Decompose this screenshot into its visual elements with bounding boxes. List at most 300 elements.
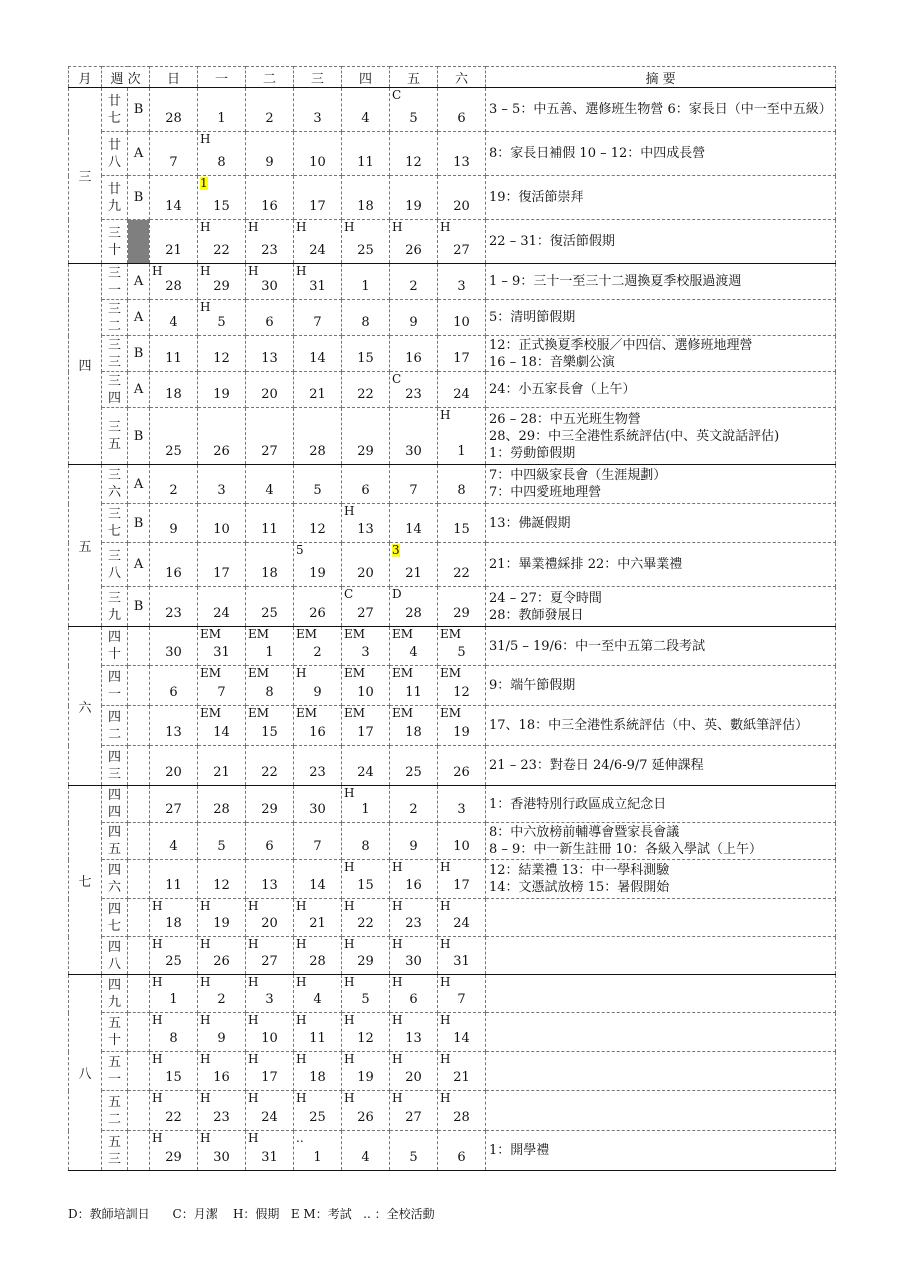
day-cell [294, 823, 342, 860]
day-cell [150, 336, 198, 372]
day-number: 28 [309, 444, 326, 459]
week-number-text: 廿七 [107, 93, 121, 126]
summary-line: 21 – 23：對卷日 24/6-9/7 延伸課程 [489, 758, 704, 773]
day-number: 24 [213, 606, 230, 621]
day-number: 4 [361, 1150, 370, 1165]
day-cell [294, 706, 342, 746]
day-number: 17 [261, 1070, 278, 1085]
day-tag: H [344, 860, 355, 874]
day-cell [294, 372, 342, 408]
summary-cell [486, 264, 836, 300]
cycle-label [128, 706, 150, 746]
week-number-text: 廿九 [107, 181, 121, 214]
day-cell [438, 823, 486, 860]
day-number: 21 [309, 387, 326, 402]
cycle-label: B [128, 408, 150, 465]
day-cell [390, 899, 438, 937]
day-cell [294, 543, 342, 587]
day-number: 6 [409, 992, 418, 1007]
day-tag: H [248, 937, 259, 951]
day-cell [294, 504, 342, 543]
day-number: 21 [309, 916, 326, 931]
week-number [102, 937, 128, 975]
summary-cell [486, 176, 836, 220]
cycle-label [128, 1052, 150, 1091]
summary-line: 8 – 9：中一新生註冊 10：各級入學試（上午） [489, 842, 762, 857]
day-number: 1 [361, 279, 370, 294]
day-number: 27 [261, 954, 278, 969]
summary-line: 12：正式換夏季校服／中四信、選修班地理營 [489, 337, 753, 353]
week-number-text: 五二 [107, 1094, 121, 1127]
day-cell [342, 372, 390, 408]
day-number: 12 [453, 685, 470, 700]
week-number [102, 176, 128, 220]
day-number: 9 [409, 839, 418, 854]
day-cell [246, 587, 294, 627]
day-cell [438, 860, 486, 899]
day-cell [438, 336, 486, 372]
day-number: 7 [409, 483, 418, 498]
day-cell [438, 132, 486, 176]
week-number-text: 四六 [107, 863, 121, 895]
week-number-text: 四七 [107, 901, 121, 934]
day-tag: EM [440, 666, 462, 680]
day-number: 27 [261, 444, 278, 459]
day-cell [198, 666, 246, 706]
day-number: 23 [213, 1110, 230, 1125]
day-number: 31 [261, 1150, 278, 1165]
day-tag: H [152, 1013, 163, 1027]
week-number [102, 899, 128, 937]
summary-line: 1：香港特別行政區成立紀念日 [489, 796, 667, 812]
summary-cell [486, 1052, 836, 1091]
day-number: 9 [217, 1031, 226, 1046]
header-day-thu: 四 [342, 67, 390, 88]
day-tag: EM [344, 666, 366, 680]
day-number: 6 [265, 315, 274, 330]
cycle-label: A [128, 300, 150, 336]
day-tag: D [392, 587, 402, 601]
day-number: 31 [453, 954, 470, 969]
day-tag: H [248, 975, 259, 989]
day-cell [198, 587, 246, 627]
week-number [102, 706, 128, 746]
day-number: 29 [165, 1150, 182, 1165]
day-tag: H [200, 1131, 211, 1145]
day-tag: H [200, 1013, 211, 1027]
week-number [102, 300, 128, 336]
week-row [69, 1013, 836, 1052]
day-number: 23 [405, 387, 422, 402]
header-day-fri: 五 [390, 67, 438, 88]
day-number: 21 [213, 765, 230, 780]
day-cell [198, 300, 246, 336]
summary-line: 16 – 18：音樂劇公演 [489, 354, 615, 370]
cycle-label: B [128, 176, 150, 220]
day-cell [342, 786, 390, 823]
summary-line: 9：端午節假期 [489, 678, 576, 693]
day-number: 25 [165, 954, 182, 969]
day-cell [198, 975, 246, 1013]
day-number: 10 [453, 839, 470, 854]
day-number: 2 [265, 111, 274, 126]
cycle-label: B [128, 504, 150, 543]
day-number: 28 [165, 279, 182, 294]
day-number: 30 [309, 802, 326, 817]
day-cell [342, 975, 390, 1013]
header-month: 月 [69, 67, 102, 88]
day-cell [342, 132, 390, 176]
day-cell [150, 408, 198, 465]
day-number: 11 [309, 1031, 326, 1046]
day-cell [294, 264, 342, 300]
day-number: 22 [357, 387, 374, 402]
day-cell [246, 264, 294, 300]
day-number: 8 [361, 839, 370, 854]
day-number: 14 [213, 725, 230, 740]
day-cell [246, 1131, 294, 1171]
day-cell [150, 706, 198, 746]
cycle-label [128, 1013, 150, 1052]
day-cell [294, 176, 342, 220]
day-cell [342, 746, 390, 786]
day-number: 6 [169, 685, 178, 700]
day-number: 29 [357, 954, 374, 969]
day-cell [198, 627, 246, 666]
day-number: 22 [357, 916, 374, 931]
day-cell [438, 300, 486, 336]
summary-line: 7：中四愛班地理營 [489, 485, 602, 500]
day-cell [294, 937, 342, 975]
day-tag: H [200, 300, 211, 314]
day-tag: EM [200, 706, 222, 720]
day-cell [198, 1013, 246, 1052]
day-cell [342, 336, 390, 372]
month-label: 四 [69, 264, 102, 465]
summary-line: 1：開學禮 [489, 1143, 550, 1158]
day-cell [150, 666, 198, 706]
day-number: 26 [453, 765, 470, 780]
month-label: 五 [69, 465, 102, 627]
day-number: 19 [453, 725, 470, 740]
day-tag: EM [344, 706, 366, 720]
day-tag: EM [296, 706, 318, 720]
week-number-text: 三三 [107, 337, 121, 370]
day-number: 31 [309, 279, 326, 294]
week-row [69, 666, 836, 706]
summary-line: 7：中四級家長會（生涯規劃） [489, 468, 667, 483]
day-number: 1 [169, 992, 178, 1007]
day-cell [438, 465, 486, 504]
day-cell [342, 666, 390, 706]
day-number: 16 [213, 1070, 230, 1085]
summary-cell [486, 504, 836, 543]
summary-line: 8：中六放榜前輔導會暨家長會議 [489, 825, 680, 840]
day-number: 15 [453, 522, 470, 537]
day-number: 18 [309, 1070, 326, 1085]
day-cell [294, 899, 342, 937]
day-tag: H [200, 1052, 211, 1066]
day-number: 3 [457, 279, 466, 294]
day-cell [342, 300, 390, 336]
week-number [102, 465, 128, 504]
day-cell [294, 666, 342, 706]
day-cell [294, 220, 342, 264]
week-number [102, 264, 128, 300]
day-number: 3 [265, 992, 274, 1007]
day-number: 8 [361, 315, 370, 330]
summary-line: 8：家長日補假 10 – 12：中四成長營 [489, 146, 706, 161]
day-cell [198, 1052, 246, 1091]
day-number: 26 [213, 954, 230, 969]
day-number: 25 [165, 444, 182, 459]
day-number: 9 [169, 522, 178, 537]
day-number: 4 [265, 483, 274, 498]
day-cell [150, 264, 198, 300]
day-number: 20 [453, 199, 470, 214]
week-number-text: 四三 [107, 749, 121, 782]
cycle-label: B [128, 88, 150, 132]
week-number [102, 336, 128, 372]
summary-cell [486, 1091, 836, 1131]
day-cell [198, 88, 246, 132]
day-number: 10 [357, 685, 374, 700]
day-number: 5 [217, 839, 226, 854]
day-cell [294, 786, 342, 823]
day-number: 15 [261, 725, 278, 740]
day-tag: H [344, 1013, 355, 1027]
day-cell [198, 504, 246, 543]
day-number: 18 [261, 566, 278, 581]
day-number: 24 [309, 243, 326, 258]
summary-cell [486, 220, 836, 264]
day-cell [150, 88, 198, 132]
day-cell [198, 860, 246, 899]
day-number: 31 [213, 645, 230, 660]
day-number: 7 [313, 839, 322, 854]
day-number: 8 [217, 155, 226, 170]
day-cell [438, 666, 486, 706]
day-number: 30 [405, 954, 422, 969]
summary-line: 19：復活節崇拜 [489, 190, 584, 205]
week-row [69, 88, 836, 132]
day-cell [246, 336, 294, 372]
week-number-text: 三一 [107, 265, 121, 298]
day-cell [390, 706, 438, 746]
day-number: 27 [357, 606, 374, 621]
summary-cell [486, 860, 836, 899]
day-tag: C [392, 88, 402, 102]
week-number-text: 四十 [107, 630, 121, 662]
week-number [102, 746, 128, 786]
day-number: 1 [457, 444, 466, 459]
week-row [69, 1091, 836, 1131]
summary-cell [486, 336, 836, 372]
summary-cell [486, 746, 836, 786]
day-number: 6 [265, 839, 274, 854]
cycle-label [128, 1131, 150, 1171]
week-number [102, 823, 128, 860]
cycle-label: B [128, 336, 150, 372]
day-cell [246, 786, 294, 823]
week-row [69, 372, 836, 408]
day-cell [150, 1052, 198, 1091]
day-cell [342, 1091, 390, 1131]
day-tag: H [392, 975, 403, 989]
day-cell [246, 1091, 294, 1131]
day-number: 4 [169, 315, 178, 330]
day-number: 12 [309, 522, 326, 537]
day-tag: H [152, 1091, 163, 1105]
day-cell [342, 220, 390, 264]
day-cell [342, 1013, 390, 1052]
day-tag: H [440, 1052, 451, 1066]
day-cell [198, 1131, 246, 1171]
day-cell [198, 706, 246, 746]
day-number: 24 [357, 765, 374, 780]
day-cell [438, 88, 486, 132]
cycle-label [128, 220, 150, 264]
day-number: 1 [361, 802, 370, 817]
day-number: 5 [361, 992, 370, 1007]
day-cell [342, 937, 390, 975]
day-cell [198, 408, 246, 465]
summary-line: 13：佛誕假期 [489, 515, 571, 531]
week-row [69, 176, 836, 220]
day-tag: H [344, 975, 355, 989]
week-number-text: 三五 [107, 420, 121, 452]
day-cell [198, 264, 246, 300]
day-number: 19 [213, 916, 230, 931]
day-cell [150, 786, 198, 823]
day-number: 28 [453, 1110, 470, 1125]
day-tag: 5 [296, 543, 304, 557]
day-number: 8 [169, 1031, 178, 1046]
day-tag: EM [392, 666, 414, 680]
day-tag: H [344, 786, 355, 800]
day-number: 2 [409, 279, 418, 294]
day-number: 20 [261, 916, 278, 931]
day-number: 16 [261, 199, 278, 214]
day-cell [390, 975, 438, 1013]
day-number: 24 [453, 387, 470, 402]
day-tag: H [152, 1052, 163, 1066]
week-number-text: 三七 [107, 507, 121, 539]
day-number: 20 [165, 765, 182, 780]
day-number: 13 [357, 522, 374, 537]
summary-cell [486, 975, 836, 1013]
week-number-text: 四九 [107, 977, 121, 1010]
week-number [102, 860, 128, 899]
cycle-label: B [128, 587, 150, 627]
day-tag: H [200, 937, 211, 951]
day-cell [198, 465, 246, 504]
day-number: 22 [453, 566, 470, 581]
day-tag: H [200, 899, 211, 913]
week-row [69, 1052, 836, 1091]
week-number-text: 四四 [107, 788, 121, 820]
day-number: 5 [409, 111, 418, 126]
day-tag: H [344, 899, 355, 913]
day-number: 16 [405, 878, 422, 893]
day-cell [342, 543, 390, 587]
month-label: 七 [69, 786, 102, 975]
day-cell [438, 899, 486, 937]
day-tag: H [296, 1091, 307, 1105]
day-tag: H [296, 220, 307, 234]
day-number: 8 [265, 685, 274, 700]
day-cell [246, 860, 294, 899]
day-cell [294, 88, 342, 132]
day-tag: H [296, 666, 307, 680]
day-cell [438, 627, 486, 666]
day-number: 26 [357, 1110, 374, 1125]
day-cell [438, 408, 486, 465]
week-row [69, 937, 836, 975]
day-number: 28 [165, 111, 182, 126]
day-cell [390, 1091, 438, 1131]
summary-line: 17、18：中三全港性系統評估（中、英、數紙筆評估） [489, 718, 809, 733]
summary-cell [486, 899, 836, 937]
week-number-text: 四二 [107, 709, 121, 742]
week-number-text: 三四 [107, 373, 121, 406]
day-tag: EM [392, 706, 414, 720]
day-cell [198, 1091, 246, 1131]
day-cell [246, 88, 294, 132]
month-label: 三 [69, 88, 102, 264]
week-row [69, 132, 836, 176]
day-tag: H [200, 132, 211, 146]
day-tag: H [248, 1091, 259, 1105]
day-cell [390, 627, 438, 666]
day-number: 20 [405, 1070, 422, 1085]
day-number: 19 [309, 566, 326, 581]
day-number: 10 [261, 1031, 278, 1046]
day-cell [294, 975, 342, 1013]
day-cell [342, 465, 390, 504]
day-cell [150, 220, 198, 264]
day-cell [150, 823, 198, 860]
day-cell [294, 408, 342, 465]
day-tag: EM [248, 706, 270, 720]
day-tag: H [200, 220, 211, 234]
day-number: 5 [457, 645, 466, 660]
day-number: 2 [313, 645, 322, 660]
day-cell [390, 336, 438, 372]
cycle-label [128, 975, 150, 1013]
day-number: 13 [453, 155, 470, 170]
week-row [69, 408, 836, 465]
day-cell [246, 543, 294, 587]
day-number: 27 [165, 802, 182, 817]
day-tag: EM [392, 627, 414, 641]
day-cell [390, 543, 438, 587]
day-number: 11 [405, 685, 422, 700]
day-cell [294, 1052, 342, 1091]
day-number: 28 [213, 802, 230, 817]
day-number: 9 [265, 155, 274, 170]
day-cell [294, 132, 342, 176]
day-number: 14 [405, 522, 422, 537]
week-number-text: 五一 [107, 1055, 121, 1087]
cycle-label [128, 937, 150, 975]
day-number: 23 [261, 243, 278, 258]
day-cell [390, 746, 438, 786]
day-number: 29 [261, 802, 278, 817]
week-row [69, 860, 836, 899]
day-number: 14 [309, 351, 326, 366]
cycle-label [128, 899, 150, 937]
